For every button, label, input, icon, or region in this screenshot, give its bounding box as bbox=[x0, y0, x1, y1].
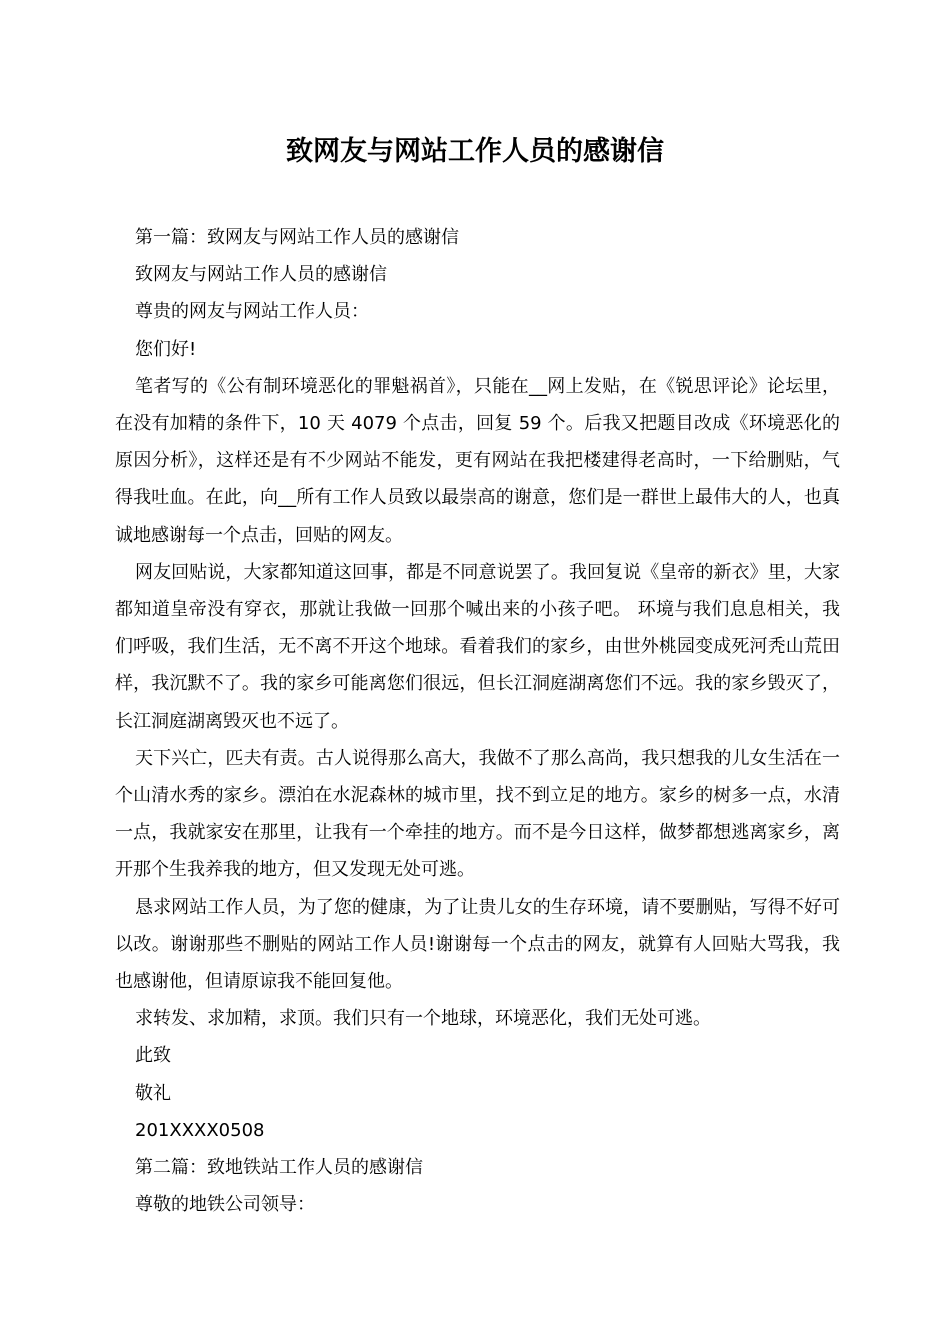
paragraph-body: 天下兴亡，匹夫有责。古人说得那么高大，我做不了那么高尚，我只想我的儿女生活在一个山清水秀的家乡。漂泊在水泥森林的城市里，找不到立足的地方。家乡的树多一点，水清一点，我就家安在那里，让我有一个牵挂的地方。而不是今日这样，做梦都想逃离家乡，离开那个生我养我的地方，但又发现无处可逃。 bbox=[115, 747, 840, 881]
paragraph-part-one-heading: 第一篇：致网友与网站工作人员的感谢信 bbox=[135, 227, 459, 248]
paragraph-closing: 此致 bbox=[135, 1045, 171, 1067]
paragraph-letter-title: 致网友与网站工作人员的感谢信 bbox=[135, 264, 387, 286]
paragraph-body: 恳求网站工作人员，为了您的健康，为了让贵儿女的生存环境，请不要删贴，写得不好可以改。谢谢那些不删贴的网站工作人员!谢谢每一个点击的网友，就算有人回贴大骂我，我也感谢他，但请原谅我不能回复他。 bbox=[115, 896, 840, 993]
paragraph-salutation: 尊贵的网友与网站工作人员： bbox=[135, 301, 369, 323]
paragraph-greeting: 您们好! bbox=[135, 338, 197, 360]
paragraph-body: 笔者写的《公有制环境恶化的罪魁祸首》，只能在__网上发贴，在《锐思评论》论坛里，在没有加精的条件下，10 天 4079 个点击，回复 59 个。后我又把题目改成《环境恶化的原因分析》，这样还是有不少网站不能发，更有网站在我把楼建得老高时，一下给删贴，气得我吐血。在此，向__所有工作人员致以最崇高的谢意，您们是一群世上最伟大的人，也真诚地感谢每一个点击，回贴的网友。 bbox=[115, 375, 840, 546]
document-body bbox=[115, 219, 840, 1223]
paragraph-part-two-heading: 第二篇：致地铁站工作人员的感谢信 bbox=[135, 1157, 423, 1179]
paragraph-body: 网友回贴说，大家都知道这回事，都是不同意说罢了。我回复说《皇帝的新衣》里，大家都知道皇帝没有穿衣，那就让我做一回那个喊出来的小孩子吧。 环境与我们息息相关，我们呼吸，我们生活，无不离不开这个地球。看着我们的家乡，由世外桃园变成死河秃山荒田样，我沉默不了。我的家乡可能离您们很远，但长江洞庭湖离您们不远。我的家乡毁灭了，长江洞庭湖离毁灭也不远了。 bbox=[115, 561, 840, 732]
paragraph-salutation-two: 尊敬的地铁公司领导： bbox=[135, 1194, 315, 1216]
document-title: 致网友与网站工作人员的感谢信 bbox=[286, 136, 664, 167]
paragraph-regards: 敬礼 bbox=[135, 1082, 171, 1104]
paragraph-date: 201XXXX0508 bbox=[135, 1119, 265, 1141]
paragraph-body: 求转发、求加精，求顶。我们只有一个地球，环境恶化，我们无处可逃。 bbox=[135, 1008, 711, 1030]
